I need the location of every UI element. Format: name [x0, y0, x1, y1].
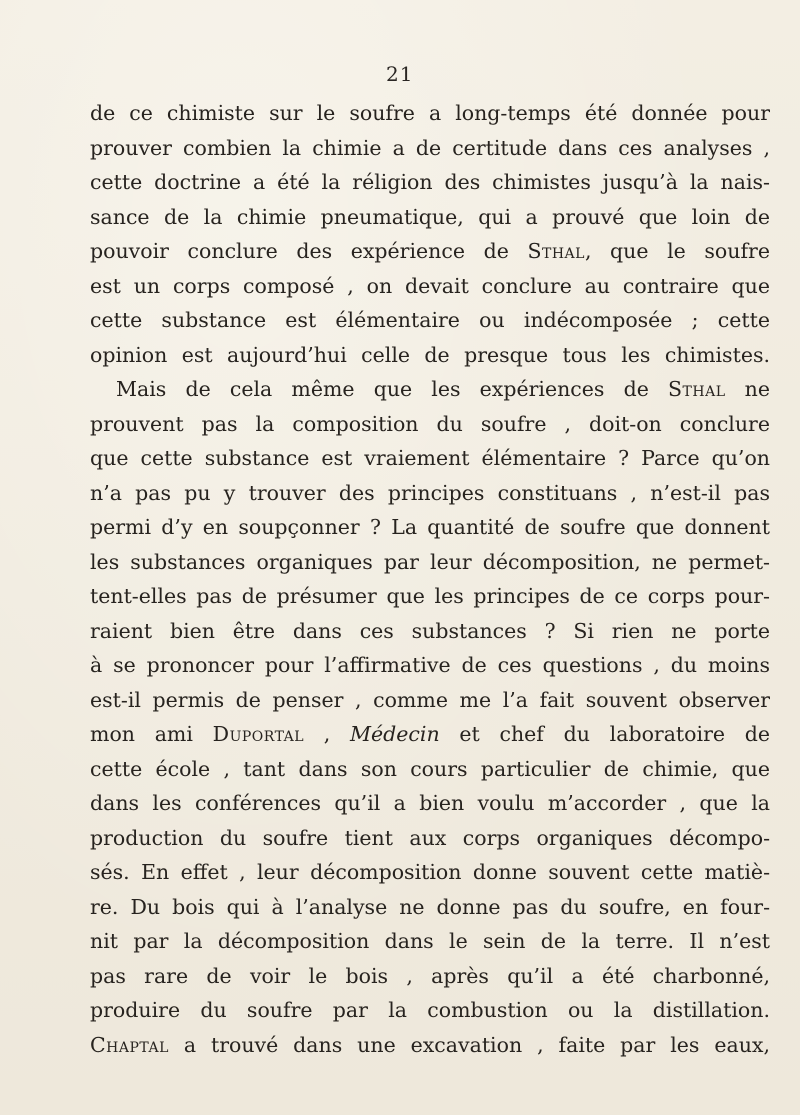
text-run: re. Du bois qui à l’analyse ne donne pas du soufre, en four- [90, 894, 770, 919]
text-run: cette substance est élémentaire ou indécomposée ; cette [90, 308, 770, 332]
text-run: que cette substance est vraiement élémentaire ? Parce qu’on [90, 446, 770, 470]
text-run: opinion est aujourd’hui celle de presque tous les chimistes. [90, 342, 770, 367]
text-line [90, 993, 770, 1028]
text-line [90, 234, 770, 269]
text-line [90, 545, 770, 580]
text-line [90, 96, 770, 131]
text-run: mon ami [90, 722, 213, 746]
text-line [90, 683, 770, 718]
text-run: produire du soufre par la combustion ou la distillation. [90, 998, 770, 1022]
text-run: a trouvé dans une excavation , faite par les eaux, [168, 1032, 770, 1057]
text-line [90, 131, 770, 166]
text-run: les substances organiques par leur décomposition, ne permet- [90, 549, 770, 574]
text-run: raient bien être dans ces substances ? Si rien ne porte [90, 618, 770, 643]
page-number: 21 [386, 62, 414, 86]
text-line [90, 959, 770, 994]
text-run: sés. En effet , leur décomposition donne souvent cette matiè- [90, 860, 770, 884]
text-line [90, 1028, 770, 1063]
text-line [90, 924, 770, 959]
text-run: prouvent pas la composition du soufre , doit-on conclure [90, 411, 770, 436]
text-run: à se prononcer pour l’affirmative de ces questions , du moins [90, 653, 770, 677]
text-line [90, 441, 770, 476]
italic-term: Médecin [350, 722, 440, 746]
text-run: production du soufre tient aux corps organiques décompo- [90, 825, 770, 850]
author-name: Chaptal [90, 1032, 169, 1057]
text-run: cette école , tant dans son cours particulier de chimie, que [90, 756, 770, 781]
text-run: sance de la chimie pneumatique, qui a prouvé que loin de [90, 204, 770, 229]
text-line [90, 338, 770, 373]
text-run: n’a pas pu y trouver des principes constituans , n’est-il pas [90, 480, 770, 505]
text-line [90, 303, 770, 338]
text-line [90, 890, 770, 925]
text-line [90, 752, 770, 787]
text-run: et chef du laboratoire de [439, 722, 770, 746]
text-line [90, 510, 770, 545]
text-run: est un corps composé , on devait conclure au contraire que [90, 273, 770, 298]
text-line [90, 579, 770, 614]
text-line [90, 648, 770, 683]
text-run: Mais de cela même que les expériences de [116, 377, 668, 401]
text-line [90, 165, 770, 200]
text-line [90, 786, 770, 821]
text-line [90, 200, 770, 235]
text-line [90, 476, 770, 511]
text-line [90, 821, 770, 856]
text-run: nit par la décomposition dans le sein de la terre. Il n’est [90, 929, 770, 953]
text-run: prouver combien la chimie a de certitude dans ces analyses , [90, 135, 770, 160]
text-run: , [304, 722, 351, 746]
text-run: pouvoir conclure des expérience de [90, 239, 528, 263]
text-run: dans les conférences qu’il a bien voulu m’accorder , que la [90, 791, 770, 815]
text-line [90, 269, 770, 304]
text-run: ne [725, 377, 770, 401]
text-run: tent-elles pas de présumer que les principes de ce corps pour- [90, 584, 770, 608]
text-line [90, 407, 770, 442]
body-text [90, 96, 770, 1062]
text-run: , que le soufre [584, 239, 770, 263]
text-line [90, 717, 770, 752]
text-line [90, 614, 770, 649]
text-run: de ce chimiste sur le soufre a long-temps été donnée pour [90, 101, 770, 125]
text-line [90, 855, 770, 890]
author-name: Duportal [212, 722, 305, 746]
text-run: pas rare de voir le bois , après qu’il a été charbonné, [90, 963, 770, 988]
author-name: Sthal [527, 239, 585, 263]
text-line [90, 372, 770, 407]
text-run: permi d’y en soupçonner ? La quantité de soufre que donnent [90, 515, 770, 539]
text-run: est-il permis de penser , comme me l’a fait souvent observer [90, 687, 770, 712]
author-name: Sthal [668, 377, 726, 401]
text-run: cette doctrine a été la réligion des chimistes jusqu’à la nais- [90, 170, 770, 194]
